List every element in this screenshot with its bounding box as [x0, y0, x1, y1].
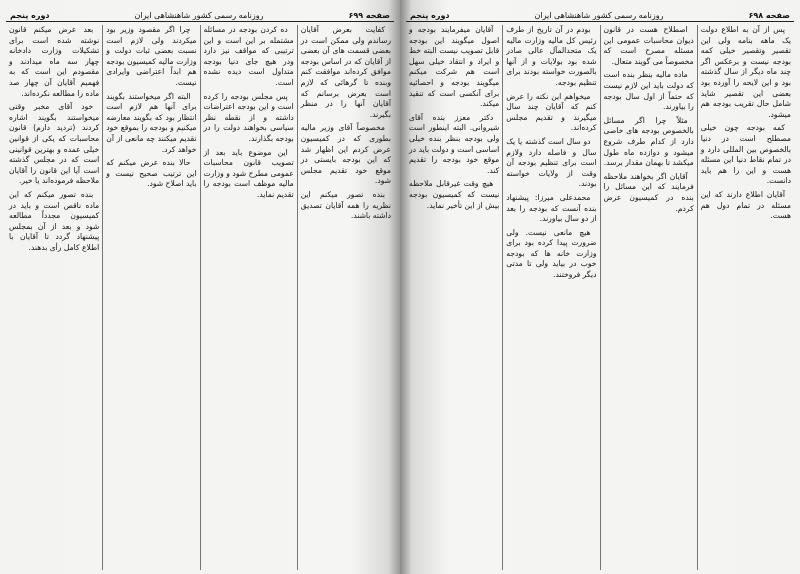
newspaper-title: روزنامه رسمی کشور شاهنشاهی ایران [534, 11, 664, 20]
paragraph: آقایان میفرمایند بودجه و اصول میگویند این بودجه قابل تصویب نیست البته خط و ایراد و انتقاد خیلی سهل است هم شرکت میکنم میگویند بودجه و احصائیه برای آنکسی است که تنقید میکند. [409, 25, 500, 109]
paragraph: ده کردن بودجه در مسائله مشتمله بر این است و این ترتیبی که مواقف نیز دارد ودر هیچ جای دنیا بودجه متداول است دیده نشده است. [203, 25, 294, 87]
right-page [400, 0, 800, 574]
paragraph: کمه بودجه چون خیلی مصطلح است در دنیا بالخصوص بین المللی دارد و در تمام نقاط دنیا این مسئله هست و این را هم باید دانست. [700, 123, 791, 186]
paragraph: کفایت بعرض آقایان رساندم ولی ممکن است در بعضی قسمت های آن بعضی از آقایان که در اساس بودجه موافق کرده‌اند موافقت کنم وبنده تا گرهائی که لازم است بعرض برسانم که آقایان آنها را در منظر بگیرند. [300, 25, 391, 119]
text-columns [6, 25, 394, 570]
page-number: صفحه ۶۹۹ [348, 11, 390, 20]
text-column [600, 25, 697, 570]
paragraph: هیچ مانعی نیست. ولی ضرورت پیدا کرده بود برای وزارت خانه ها که بودجه خوب در بیاید ولی تا مدتی دیگر فروختند. [506, 227, 597, 280]
page-header [6, 6, 394, 22]
paragraph: آقایان اطلاع دارند که این مسئله در تمام دول هم هست. [700, 189, 791, 221]
paragraph: پس از آن به اطلاع دولت یک ماهه بنامه ولی این تقصیر وتقصیر خیلی کمه بودجه نیست و برعکس اگر چند ماه دیگر از سال گذشته بود و این لایحه را آورده بود بعضی این تقصیر شاید شامل حال تقریب بودجه هم میشود. [700, 25, 791, 119]
paragraph: دو سال است گذشته یا یک سال و فاصله دارد ولازم است برای تنظیم بودجه آن وقت از ولایات خواسته بودند. [506, 136, 597, 189]
paragraph: ماده مالیه بنظر بنده است که دولت باید این لازم نیست که حتماً از اول سال بودجه را بیاورند. [603, 70, 694, 112]
newspaper-title: روزنامه رسمی کشور شاهنشاهی ایران [134, 11, 264, 20]
paragraph: محمدعلی میرزا: پیشنهاد بنده آنست که بودجه را بعد از دو سال بیاورند. [506, 192, 597, 224]
paragraph: میخواهم این نکته را عرض کنم که آقایان چند سال میگیرند و تقدیم مجلس کرده‌اند. [506, 91, 597, 133]
text-column [200, 25, 297, 570]
paragraph: بنده تصور میکنم که این ماده ناقص است و باید در کمیسیون مجدداً مطالعه شود و بعد از آن بمجلس پیشنهاد گردد تا آقایان با اطلاع کامل رأی بدهند. [9, 189, 100, 252]
paragraph: مخصوصاً آقای وزیر مالیه بطوری که در کمیسیون عرض کردم این اظهار شد که این بودجه بایستی در موقع خود تقدیم مجلس شود. [300, 123, 391, 186]
page-number: صفحه ۶۹۸ [748, 11, 790, 20]
paragraph: اصطلاح هست در قانون دیوان محاسبات عمومی این مسئله مصرح است که مخصوصاً می گویند متعال. [603, 25, 694, 66]
text-column [502, 25, 599, 570]
paragraph: چرا اگر مقصود وزیر بود میکردند ولی لازم است نسبت بعضی ثبات دولت و وزارت مالیه کمیسیون بودجه هم ابداً اعتراضی وایرادی نیست. [106, 25, 197, 87]
text-columns [406, 25, 794, 570]
paragraph: البته اگر میخواستند بگویند برای آنها هم لازم است انتظار بود که بگویند معارضه میکنیم و بودجه را بموقع خود تقدیم میکنند چه مانعی از آن خواهد کرد. [106, 91, 197, 154]
volume-label: دوره پنجم [10, 11, 50, 20]
paragraph: پس مجلس بودجه را کرده است و این بودجه اعتراضات داشته و از نقطه نظر سیاسی بخواهند دولت را در بودجه بگذارند. [203, 91, 294, 143]
paragraph: خود آقای مخبر وقتی میخواستند بگویند اشاره کردند (تردید دارم) قانون محاسبات که یکی از قوانین خیلی عمده و بهترین قوانینی است که در مجلس گذشته است آیا این قانون را آقایان ملاحظه فرموده‌اند یا خیر. [9, 102, 100, 186]
page-header [406, 6, 794, 22]
text-column [406, 25, 502, 570]
volume-label: دوره پنجم [410, 11, 450, 20]
paragraph: این موضوع باید بعد از تصویب قانون محاسبات عمومی مطرح شود و وزارت مالیه موظف است بودجه را تقدیم نماید. [203, 147, 294, 199]
text-column [297, 25, 394, 570]
paragraph: بنده تصور میکنم این نظریه را همه آقایان تصدیق داشته باشند. [300, 189, 391, 221]
paragraph: بعد عرض میکنم قانون نوشته شده است برای تشکیلات وزارت دادخانه چهار سه ماه میدادند و مقصودم این است که به فهمیم آقایان آن چهار صد ماده را مطالعه نکرده‌اند. [9, 25, 100, 98]
paragraph: مثلاً چرا اگر مسائل بالخصوص بودجه های خاصی دارد از کدام طرف شروع میشود و دوازده ماه طول میکشد تا بهمان مقدار برسد. [603, 115, 694, 168]
paragraph: بودم در آن تاریخ از طرف رئیس کل مالیه وزارت مالیه یک متحدالمآل عالی صادر شده بود بولایات و از آنها بالصورت خواسته بودند برای تنظیم بودجه. [506, 25, 597, 87]
paragraph: آقایان اگر بخواهند ملاحظه فرمایند که این مسائل را بنده در کمیسیون عرض کردم. [603, 171, 694, 213]
text-column [102, 25, 199, 570]
text-column [6, 25, 102, 570]
text-column [697, 25, 794, 570]
paragraph: دکتر معزز بنده آقای شیروانی. البته اینطور است ولی بودجه بنظر بنده خیلی اساسی است و دولت باید در موقع خود بودجه را تقدیم کند. [409, 112, 500, 175]
paragraph: هیچ وقت غیرقابل ملاحظه نیست که کمیسیون بودجه بیش از این تأخیر نماید. [409, 179, 500, 210]
paragraph: حالا بنده عرض میکنم که این ترتیب صحیح نیست و باید اصلاح شود. [106, 158, 197, 189]
